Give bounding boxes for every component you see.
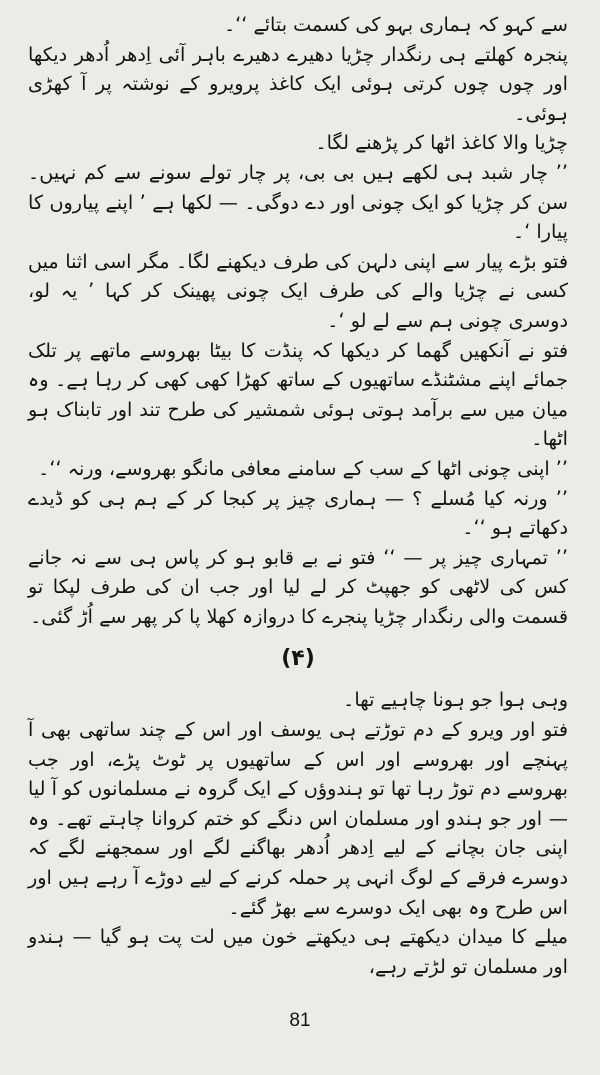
- paragraph: پنجرہ کھلتے ہی رنگدار چڑیا دھیرے دھیرے باہر آئی اِدھر اُدھر دیکھا اور چوں چوں کرتی ہوئی ایک کاغذ پرویرو کے نوشتہ پر آ کھڑی ہوئی۔: [28, 42, 568, 125]
- paragraph: میلے کا میدان دیکھتے ہی دیکھتے خون میں لت پت ہو گیا — ہندو اور مسلمان تو لڑتے رہے،: [28, 925, 568, 978]
- page-number: 81: [289, 1010, 311, 1031]
- paragraph: ’’ چار شبد ہی لکھے ہیں بی بی، پر چار تولے سونے سے کم نہیں۔ سن کر چڑیا کو ایک چونی اور دے دوگی۔ — لکھا ہے ’ اپنے پیاروں کا پیارا ‘۔: [28, 160, 568, 244]
- body-text-after: [28, 685, 568, 981]
- paragraph: ’’ اپنی چونی اٹھا کے سب کے سامنے معافی مانگو بھروسے، ورنہ ‘‘۔: [38, 456, 568, 480]
- body-text-before: [28, 10, 568, 631]
- paragraph: چڑیا والا کاغذ اٹھا کر پڑھنے لگا۔: [315, 131, 568, 155]
- paragraph: ’’ ورنہ کیا مُسلے ؟ — ہماری چیز پر کبجا کر کے ہم ہی کو ڈیدے دکھاتے ہو ‘‘۔: [28, 486, 568, 540]
- paragraph: فتو اور ویرو کے دم توڑتے ہی یوسف اور اس کے چند ساتھی بھی آ پہنچے اور بھروسے اور اس کے ساتھیوں پر ٹوٹ پڑے، اور جب بھروسے دم توڑ رہا تھا تو ہندوؤں کے ایک گروہ نے مسلمانوں کو آ لیا — اور جو ہندو اور مسلمان اس دنگے کو ختم کروانا چاہتے تھے۔ وہ اپنی جان بچانے کے لیے اِدھر اُدھر بھاگنے لگے اور سمجھنے لگے کہ دوسرے فرقے کے لوگ انہی پر حملہ کرنے کے لیے دوڑے آ رہے ہیں اور اس طرح وہ بھی ایک دوسرے سے بھڑ گئے۔: [28, 718, 568, 919]
- paragraph: ’’ تمہاری چیز پر — ‘‘ فتو نے بے قابو ہو کر پاس ہی سے نہ جانے کس کی لاٹھی کو جھپٹ کر لے لیا اور جب ان کی طرف لپکا تو قسمت والی رنگدار چڑیا پنجرے کا دروازہ کھلا پا کر پھر سے اُڑ گئی۔: [28, 545, 568, 628]
- section-number-heading: (۴): [281, 646, 315, 672]
- paragraph: وہی ہوا جو ہونا چاہیے تھا۔: [343, 688, 568, 712]
- paragraph: فتو نے آنکھیں گھما کر دیکھا کہ پنڈت کا بیٹا بھروسے ماتھے پر تلک جمائے اپنے مشٹنڈے ساتھیوں کے ساتھ کھڑا کھی کھی کر رہا ہے۔ وہ میان میں سے برآمد ہوتی ہوئی شمشیر کی طرح تند اور تابناک ہو اٹھا۔: [28, 338, 568, 451]
- paragraph: فتو بڑے پیار سے اپنی دلہن کی طرف دیکھنے لگا۔ مگر اسی اثنا میں کسی نے چڑیا والے کی طرف ایک چونی پھینک کر کہا ’ یہ لو، دوسری چونی ہم سے لے لو ‘۔: [28, 249, 568, 332]
- paragraph: سے کہو کہ ہماری بہو کی کسمت بتائے ‘‘۔: [223, 13, 568, 36]
